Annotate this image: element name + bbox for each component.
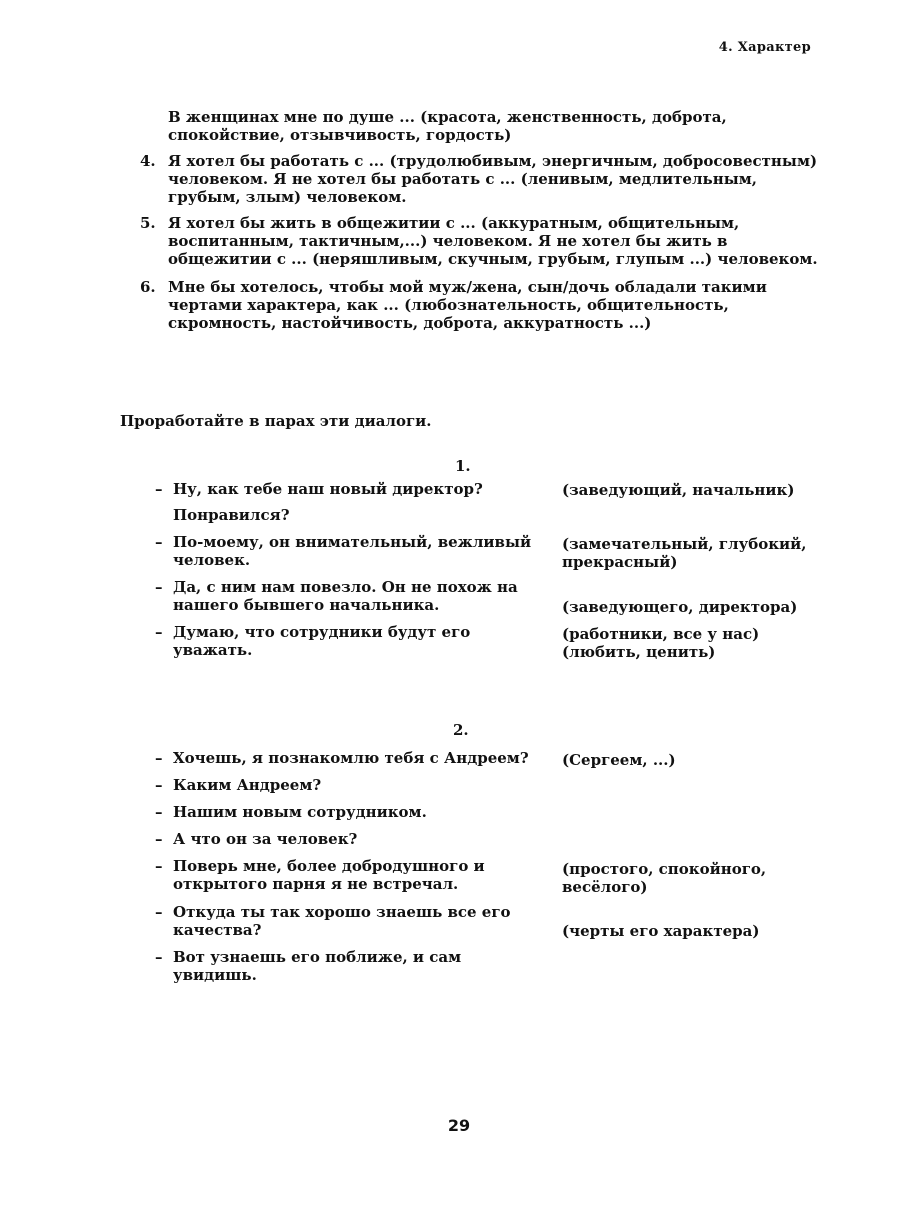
- dialogue-line: [155, 749, 545, 767]
- item-number: 4.: [140, 152, 156, 170]
- page-number: 29: [447, 1116, 471, 1135]
- numbered-item: [140, 214, 820, 268]
- item-text: Я хотел бы жить в общежитии с ... (аккуратным, общительным, воспитанным, тактичным,...) человеком. Я не хотел бы жить в общежитии с ... (неряшливым, скучным, грубым, глупым ...) человеком.: [168, 214, 818, 268]
- dialogue-line: [155, 480, 545, 498]
- alternative-words: (черты его характера): [562, 922, 760, 940]
- alternative-words: (заведующего, директора): [562, 598, 798, 616]
- dialogue-number: 2.: [453, 721, 469, 739]
- dialogue-line: [155, 903, 545, 939]
- dash: [155, 506, 173, 524]
- dialogue-line: [155, 803, 545, 821]
- dash: –: [155, 480, 163, 498]
- numbered-item: [140, 278, 820, 332]
- dash: –: [155, 903, 163, 921]
- item-text: Я хотел бы работать с ... (трудолюбивым, энергичным, добросовестным) человеком. Я не хотел бы работать с ... (ленивым, медлительным, грубым, злым) человеком.: [168, 152, 818, 206]
- line-text: Ну, как тебе наш новый директор?: [173, 480, 483, 498]
- line-text: Нашим новым сотрудником.: [173, 803, 427, 821]
- line-text: Откуда ты так хорошо знаешь все его качества?: [173, 903, 511, 939]
- dash: –: [155, 830, 163, 848]
- line-text: Каким Андреем?: [173, 776, 322, 794]
- dash: –: [155, 857, 163, 875]
- line-text: Поверь мне, более добродушного и открытого парня я не встречал.: [173, 857, 485, 893]
- dialogue-line: [155, 776, 545, 794]
- item-number: 6.: [140, 278, 156, 296]
- dash: –: [155, 533, 163, 551]
- numbered-item: [140, 152, 820, 206]
- alternative-words: (Сергеем, ...): [562, 751, 676, 769]
- dialogue-line: [155, 623, 545, 659]
- dialogue-line: [155, 948, 545, 984]
- intro-paragraph: В женщинах мне по душе ... (красота, женственность, доброта, спокойствие, отзывчивость, гордость): [168, 108, 727, 144]
- dialogue-line: [155, 533, 545, 569]
- alternative-words: (заведующий, начальник): [562, 481, 795, 499]
- line-text: Да, с ним нам повезло. Он не похож на нашего бывшего начальника.: [173, 578, 518, 614]
- item-number: 5.: [140, 214, 156, 232]
- dash: –: [155, 776, 163, 794]
- task-instruction: Проработайте в парах эти диалоги.: [120, 412, 432, 430]
- alternative-words: (простого, спокойного, весёлого): [562, 860, 767, 896]
- alternative-words: (замечательный, глубокий, прекрасный): [562, 535, 807, 571]
- alternative-words: (любить, ценить): [562, 643, 716, 661]
- dialogue-line: [155, 506, 545, 524]
- line-text: Хочешь, я познакомлю тебя с Андреем?: [173, 749, 529, 767]
- alternative-words: (работники, все у нас): [562, 625, 760, 643]
- dash: –: [155, 948, 163, 966]
- dash: –: [155, 623, 163, 641]
- dialogue-line: [155, 830, 545, 848]
- dialogue-line: [155, 578, 545, 614]
- dash: –: [155, 749, 163, 767]
- dialogue-number: 1.: [455, 457, 471, 475]
- line-text: Вот узнаешь его поближе, и сам увидишь.: [173, 948, 462, 984]
- dialogue-line: [155, 857, 545, 893]
- line-text: Понравился?: [173, 506, 290, 524]
- running-header: 4. Характер: [718, 40, 811, 55]
- item-text: Мне бы хотелось, чтобы мой муж/жена, сын/дочь обладали такими чертами характера, как ... (любознательность, общительность, скромность, настойчивость, доброта, аккуратность ...): [168, 278, 767, 332]
- dash: –: [155, 578, 163, 596]
- line-text: Думаю, что сотрудники будут его уважать.: [173, 623, 471, 659]
- line-text: По-моему, он внимательный, вежливый человек.: [173, 533, 532, 569]
- dash: –: [155, 803, 163, 821]
- line-text: А что он за человек?: [173, 830, 358, 848]
